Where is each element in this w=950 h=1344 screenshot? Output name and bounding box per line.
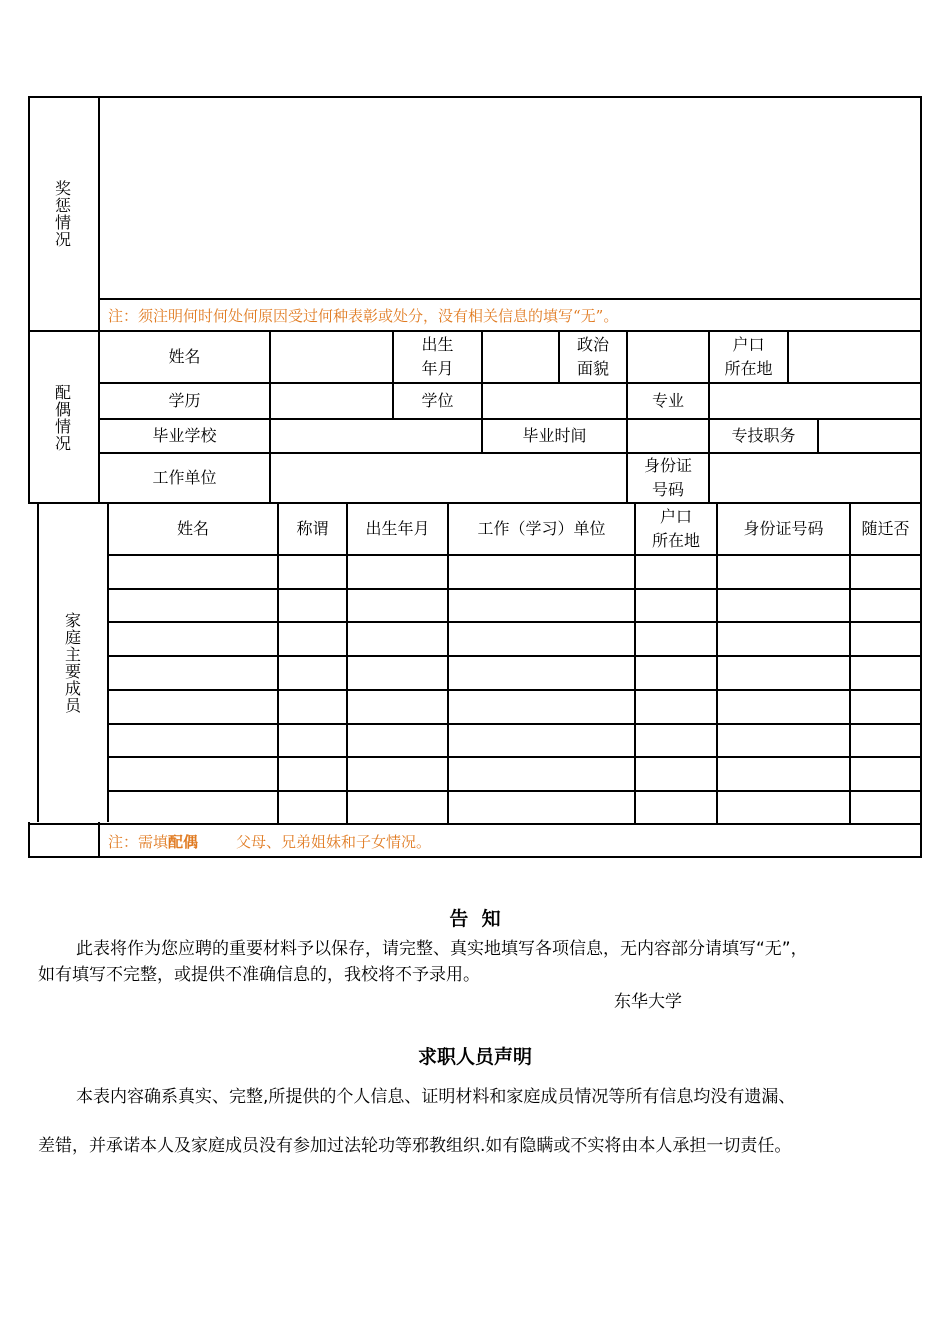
declaration-line-1: 本表内容确系真实、完整,所提供的个人信息、证明材料和家庭成员情况等所有信息均没有遗漏、	[76, 1087, 796, 1107]
declaration-title: 求职人员声明	[417, 1046, 532, 1068]
family-label: 家 庭 主 要 成 员	[64, 611, 81, 715]
family-header-relocate: 随迁否	[861, 519, 910, 538]
notice-line-1: 此表将作为您应聘的重要材料予以保存，请完整、真实地填写各项信息，无内容部分请填写“无”，	[76, 939, 808, 959]
spouse-education-label: 学历	[168, 391, 201, 410]
spouse-employer-label: 工作单位	[152, 468, 217, 487]
declaration-line-2: 差错，并承诺本人及家庭成员没有参加过法轮功等邪教组织.如有隐瞒或不实将由本人承担一切责任。	[38, 1136, 792, 1156]
family-header-birth: 出生年月	[365, 519, 430, 538]
notice-line-2: 如有填写不完整，或提供不准确信息的，我校将不予录用。	[38, 965, 480, 985]
family-header-id: 身份证号码	[743, 519, 824, 538]
spouse-grad-time-label: 毕业时间	[522, 426, 587, 445]
spouse-title-label: 专技职务	[731, 426, 796, 445]
spouse-id-label: 身份证 号码	[643, 456, 692, 499]
notice-signature: 东华大学	[614, 992, 682, 1012]
notice-title: 告 知	[449, 908, 501, 930]
spouse-hukou-label: 户口 所在地	[724, 335, 773, 378]
application-form-table	[28, 96, 922, 858]
family-header-hukou: 户口 所在地	[651, 507, 700, 550]
spouse-birth-label: 出生 年月	[421, 335, 454, 378]
awards-label: 奖 惩 情 况	[54, 179, 71, 249]
spouse-name-label: 姓名	[168, 347, 201, 366]
awards-note: 注：须注明何时何处何原因受过何种表彰或处分，没有相关信息的填写“无”。	[108, 307, 619, 325]
family-header-employer: 工作（学习）单位	[477, 519, 606, 538]
spouse-politics-label: 政治 面貌	[576, 335, 609, 378]
family-header-name: 姓名	[176, 519, 209, 538]
spouse-school-label: 毕业学校	[152, 426, 217, 445]
spouse-degree-label: 学位	[421, 391, 454, 410]
family-header-relation: 称谓	[296, 519, 329, 538]
family-note: 注：需填配偶 父母、兄弟姐妹和子女情况。	[108, 833, 432, 851]
spouse-label: 配 偶 情 况	[54, 383, 71, 453]
spouse-major-label: 专业	[651, 391, 684, 410]
